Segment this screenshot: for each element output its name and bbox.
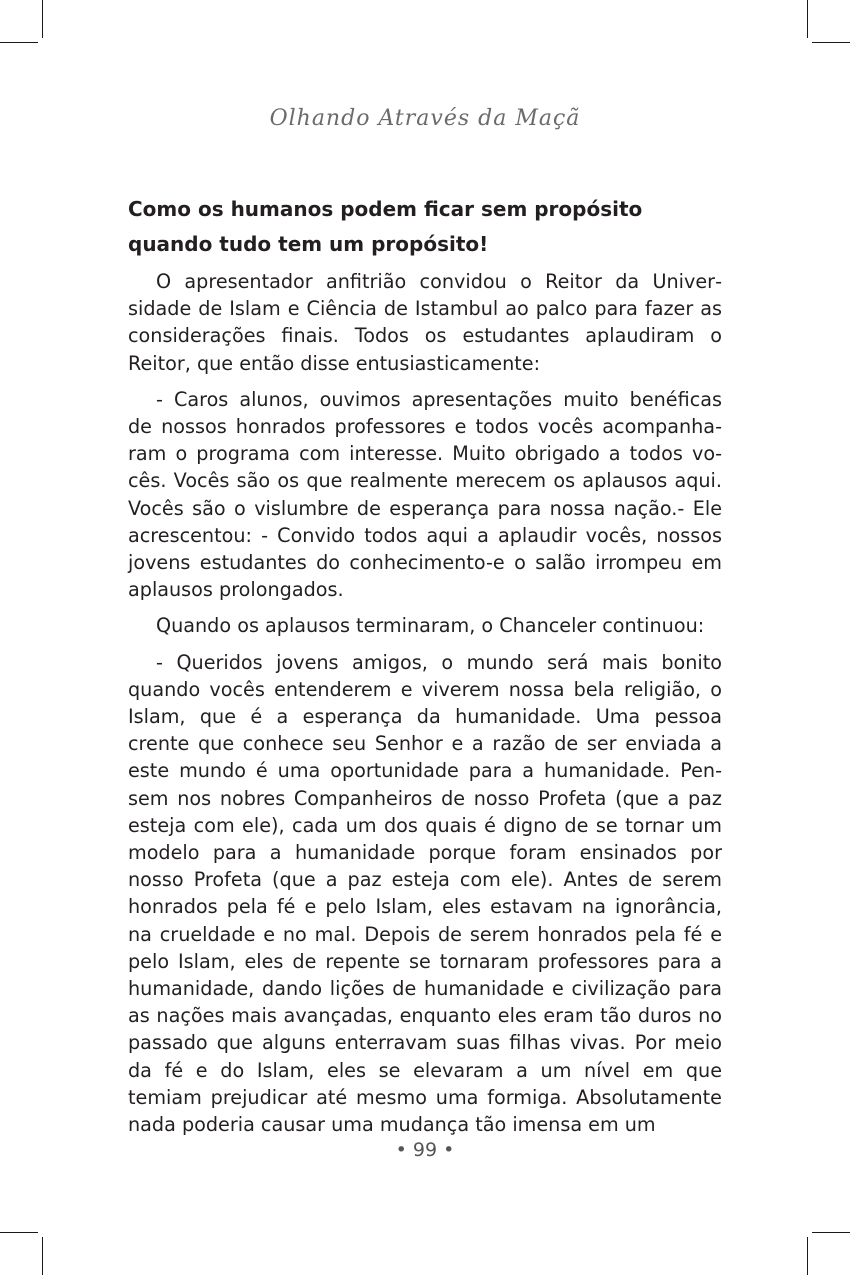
crop-mark-bottom-left-horizontal [0, 1232, 38, 1233]
running-head: Olhando Através da Maçã [269, 106, 581, 131]
crop-mark-bottom-right-horizontal [812, 1232, 850, 1233]
paragraph-1: O apresentador anfitrião convidou o Reitor da Universidade de Islam e Ciência de Istambul ao palco para fazer as considerações finais. Todos os estudantes aplaudiram o Reitor, que então disse entusiasticamente: [128, 270, 722, 375]
paragraph-4: - Queridos jovens amigos, o mundo será mais bonito quando vocês entenderem e viverem nossa bela religião, o Islam, que é a esperança da humanidade. Uma pessoa crente que conhece seu Senhor e a razão de ser enviada a este mundo é uma oportunidade para a humanidade. Pensem nos nobres Companheiros de nosso Profeta (que a paz esteja com ele), cada um dos quais é digno de se tornar um modelo para a humanidade porque foram ensinados por nosso Profeta (que a paz esteja com ele). Antes de serem honrados pela fé e pelo Islam, eles estavam na ignorância, na crueldade e no mal. Depois de serem honrados pela fé e pelo Islam, eles de repente se tornaram professores para a humanidade, dando lições de humanidade e civilização para as nações mais avançadas, enquanto eles eram tão duros no passado que alguns enterravam suas filhas vivas. Por meio da fé e do Islam, eles se elevaram a um nível em que temiam prejudicar até mesmo uma formiga. Absolutamente nada poderia causar uma mudança tão imensa em um [128, 650, 722, 1137]
section-heading [128, 192, 722, 262]
paragraph-2: - Caros alunos, ouvimos apresentações muito benéficas de nossos honrados professores e todos vocês acompanharam o programa com interesse. Muito obrigado a todos vocês. Vocês são os que realmente merecem os aplausos aqui. Vocês são o vislumbre de esperança para nossa nação.- Ele acrescentou: - Convido todos aqui a aplaudir vocês, nossos jovens estudantes do conhecimento-e o salão irrompeu em aplausos prolongados. [128, 387, 722, 602]
crop-mark-bottom-right-vertical [807, 1237, 808, 1275]
crop-mark-top-left-horizontal [0, 42, 38, 43]
paragraph-3: Quando os aplausos terminaram, o Chanceler continuou: [156, 614, 705, 638]
crop-mark-top-left-vertical [42, 0, 43, 38]
section-heading-line-1: Como os humanos podem ficar sem propósito [128, 197, 643, 221]
page-number: • 99 • [395, 1139, 455, 1161]
crop-mark-top-right-horizontal [812, 42, 850, 43]
section-heading-line-2: quando tudo tem um propósito! [128, 232, 489, 256]
crop-mark-bottom-left-vertical [42, 1237, 43, 1275]
body-text [128, 192, 722, 1147]
crop-mark-top-right-vertical [807, 0, 808, 38]
